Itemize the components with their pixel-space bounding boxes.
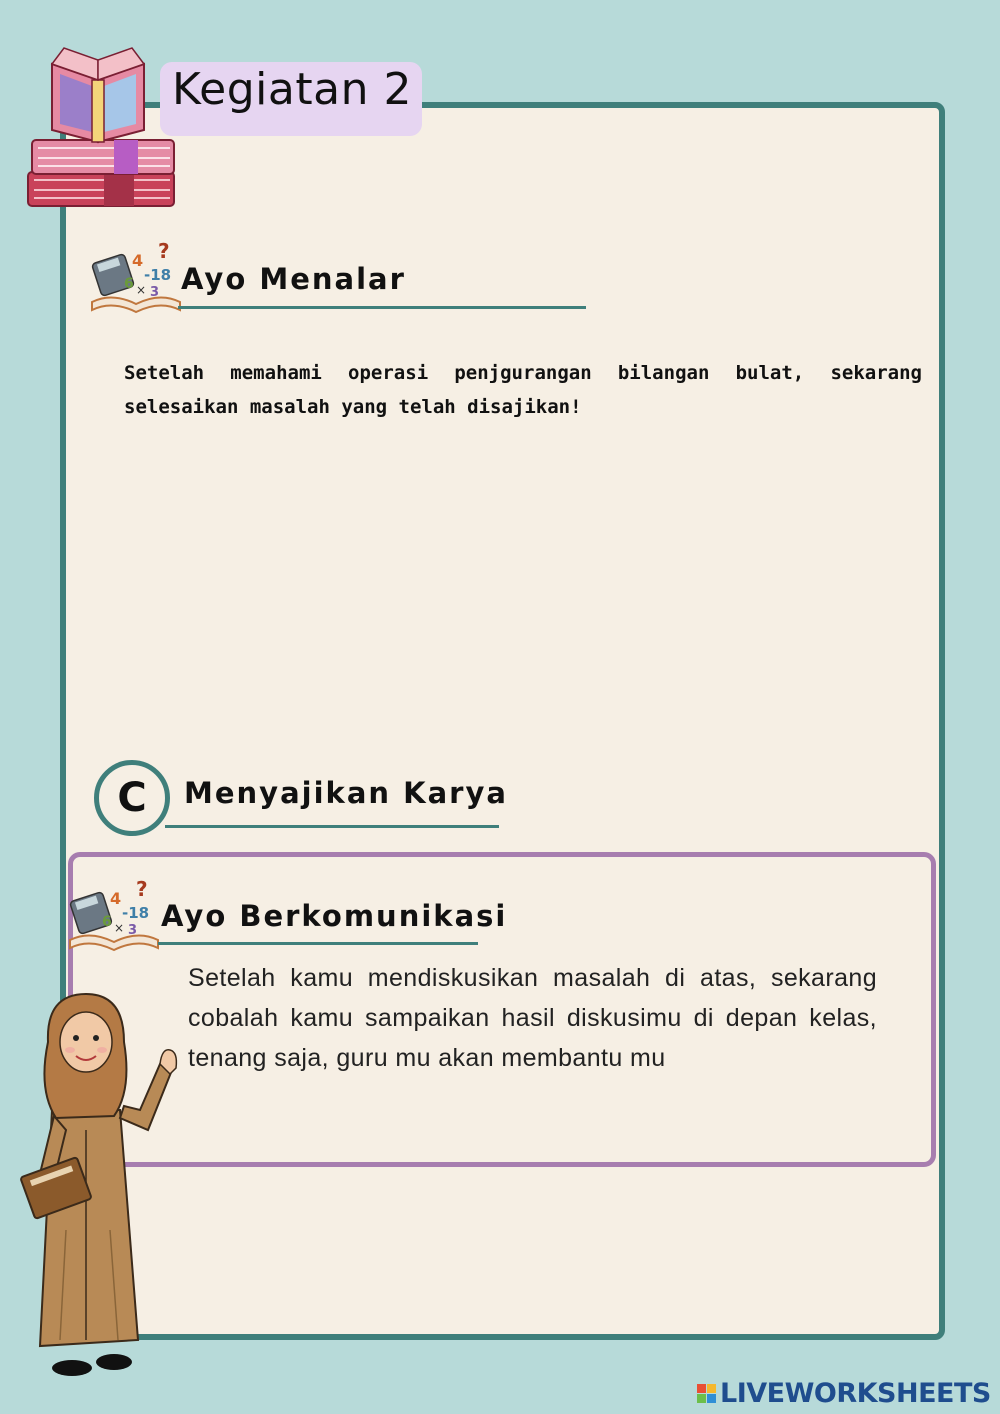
communication-paragraph: Setelah kamu mendiskusikan masalah di atas, sekarang cobalah kamu sampaikan hasil diskusimu di depan kelas, tenang saja, guru mu akan membantu mu <box>188 964 877 1072</box>
logo-text: LIVEWORKSHEETS <box>720 1378 991 1409</box>
liveworksheets-logo[interactable] <box>697 1378 991 1409</box>
calculator-book-icon <box>66 874 162 958</box>
svg-text:×: × <box>136 283 147 297</box>
svg-text:-18: -18 <box>144 266 172 284</box>
teacher-illustration <box>20 990 190 1382</box>
svg-text:-18: -18 <box>122 904 150 922</box>
svg-text:3: 3 <box>150 285 160 300</box>
svg-text:?: ? <box>158 239 170 263</box>
communication-heading: Ayo Berkomunikasi <box>161 899 508 933</box>
section-c-badge: C <box>94 760 170 836</box>
svg-text:3: 3 <box>128 923 138 938</box>
section-c-rule <box>165 825 499 828</box>
svg-text:4: 4 <box>110 889 122 908</box>
page-title: Kegiatan 2 <box>172 64 412 115</box>
logo-mark-icon <box>697 1384 716 1403</box>
reasoning-heading-rule <box>178 306 586 309</box>
svg-text:6: 6 <box>102 914 112 930</box>
svg-text:×: × <box>114 921 125 935</box>
section-c-heading: Menyajikan Karya <box>184 776 508 810</box>
communication-heading-rule <box>158 942 478 945</box>
svg-text:6: 6 <box>124 276 134 292</box>
svg-text:?: ? <box>136 877 148 901</box>
reasoning-heading: Ayo Menalar <box>181 262 406 296</box>
calculator-book-icon <box>88 236 184 320</box>
svg-text:4: 4 <box>132 251 144 270</box>
reasoning-paragraph: Setelah memahami operasi penjgurangan bilangan bulat, sekarang selesaikan masalah yang telah disajikan! <box>124 362 922 418</box>
